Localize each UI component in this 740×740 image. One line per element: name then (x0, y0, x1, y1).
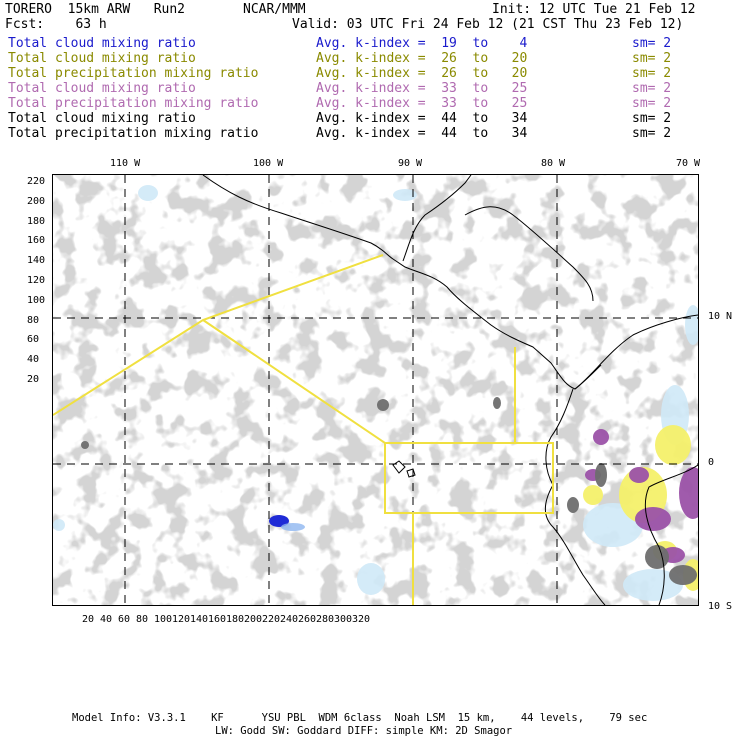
x-tick-label: 320 (352, 614, 371, 625)
legend-sm: sm= 2 (632, 111, 672, 126)
precip-blob (567, 497, 579, 513)
legend-field: Total precipitation mixing ratio (8, 96, 259, 111)
model-info-line2: LW: Godd SW: Goddard DIFF: simple KM: 2D Smagor (215, 725, 513, 737)
legend-kindex: Avg. k-index = 26 to 20 (316, 66, 528, 81)
legend-kindex: Avg. k-index = 19 to 4 (316, 36, 528, 51)
legend-sm: sm= 2 (632, 126, 672, 141)
x-tick-label: 60 (118, 614, 131, 625)
precip-blob (583, 485, 603, 505)
legend-kindex: Avg. k-index = 44 to 34 (316, 126, 528, 141)
x-tick-label: 140 (190, 614, 209, 625)
lon-label: 70 W (676, 158, 701, 169)
y-tick-label: 120 (27, 275, 46, 286)
precip-blob (493, 397, 501, 409)
forecast-map (53, 175, 698, 605)
x-tick-label: 100 (154, 614, 173, 625)
y-tick-label: 100 (27, 294, 46, 306)
organization-label: NCAR/MMM (243, 2, 306, 17)
y-tick-label: 40 (27, 354, 40, 366)
legend-kindex: Avg. k-index = 33 to 25 (316, 96, 528, 111)
x-tick-label: 180 (226, 614, 245, 625)
lon-label: 110 W (110, 158, 141, 169)
precip-blob (53, 519, 65, 531)
legend-sm: sm= 2 (632, 96, 672, 111)
model-run-title: TORERO 15km ARW Run2 (5, 2, 186, 17)
precip-blob (645, 545, 669, 569)
legend-field: Total cloud mixing ratio (8, 111, 196, 126)
lon-label: 80 W (541, 158, 566, 169)
precip-blob (655, 425, 691, 465)
precip-blob (138, 185, 158, 201)
model-info-line1: Model Info: V3.3.1 KF YSU PBL WDM 6class Noah LSM 15 km, 44 levels, 79 sec (72, 712, 648, 724)
legend-sm: sm= 2 (632, 81, 672, 96)
lat-label: 10 S (708, 601, 733, 612)
y-tick-label: 180 (27, 215, 46, 227)
x-tick-label: 220 (262, 614, 281, 625)
precip-blob (357, 563, 385, 595)
x-tick-label: 240 (280, 614, 299, 625)
legend-field: Total precipitation mixing ratio (8, 66, 259, 81)
legend-sm: sm= 2 (632, 36, 672, 51)
legend-sm: sm= 2 (632, 66, 672, 81)
precip-blob (669, 565, 697, 585)
legend-field: Total cloud mixing ratio (8, 81, 196, 96)
precip-blob (629, 467, 649, 483)
legend-sm: sm= 2 (632, 51, 672, 66)
y-tick-label: 220 (27, 176, 46, 187)
x-tick-label: 40 (100, 614, 113, 625)
y-tick-label: 60 (27, 334, 40, 346)
map-panel (52, 174, 699, 606)
x-tick-label: 80 (136, 614, 149, 625)
x-tick-label: 280 (316, 614, 335, 625)
init-time: Init: 12 UTC Tue 21 Feb 12 (492, 2, 696, 17)
x-tick-label: 260 (298, 614, 317, 625)
precip-blob (593, 429, 609, 445)
x-tick-label: 200 (244, 614, 263, 625)
precip-blob (377, 399, 389, 411)
y-tick-label: 160 (27, 235, 46, 247)
valid-time: Valid: 03 UTC Fri 24 Feb 12 (21 CST Thu 23 Feb 12) (292, 17, 684, 32)
y-tick-label: 20 (27, 374, 40, 385)
x-tick-label: 160 (208, 614, 227, 625)
precip-blob (81, 441, 89, 449)
legend-kindex: Avg. k-index = 26 to 20 (316, 51, 528, 66)
forecast-hour: Fcst: 63 h (5, 17, 107, 32)
y-tick-label: 200 (27, 195, 46, 207)
lon-label: 90 W (398, 158, 423, 169)
x-tick-label: 120 (172, 614, 191, 625)
lon-label: 100 W (253, 158, 284, 169)
legend-field: Total cloud mixing ratio (8, 36, 196, 51)
legend-field: Total precipitation mixing ratio (8, 126, 259, 141)
legend-field: Total cloud mixing ratio (8, 51, 196, 66)
lat-label: 0 (708, 457, 715, 468)
x-tick-label: 300 (334, 614, 353, 625)
precip-blob (595, 463, 607, 487)
lat-label: 10 N (708, 311, 733, 322)
y-tick-label: 140 (27, 255, 46, 267)
legend-kindex: Avg. k-index = 33 to 25 (316, 81, 528, 96)
y-tick-label: 80 (27, 314, 40, 326)
precip-blob (635, 507, 671, 531)
x-tick-label: 20 (82, 614, 95, 625)
precip-blob (281, 523, 305, 531)
legend-kindex: Avg. k-index = 44 to 34 (316, 111, 528, 126)
